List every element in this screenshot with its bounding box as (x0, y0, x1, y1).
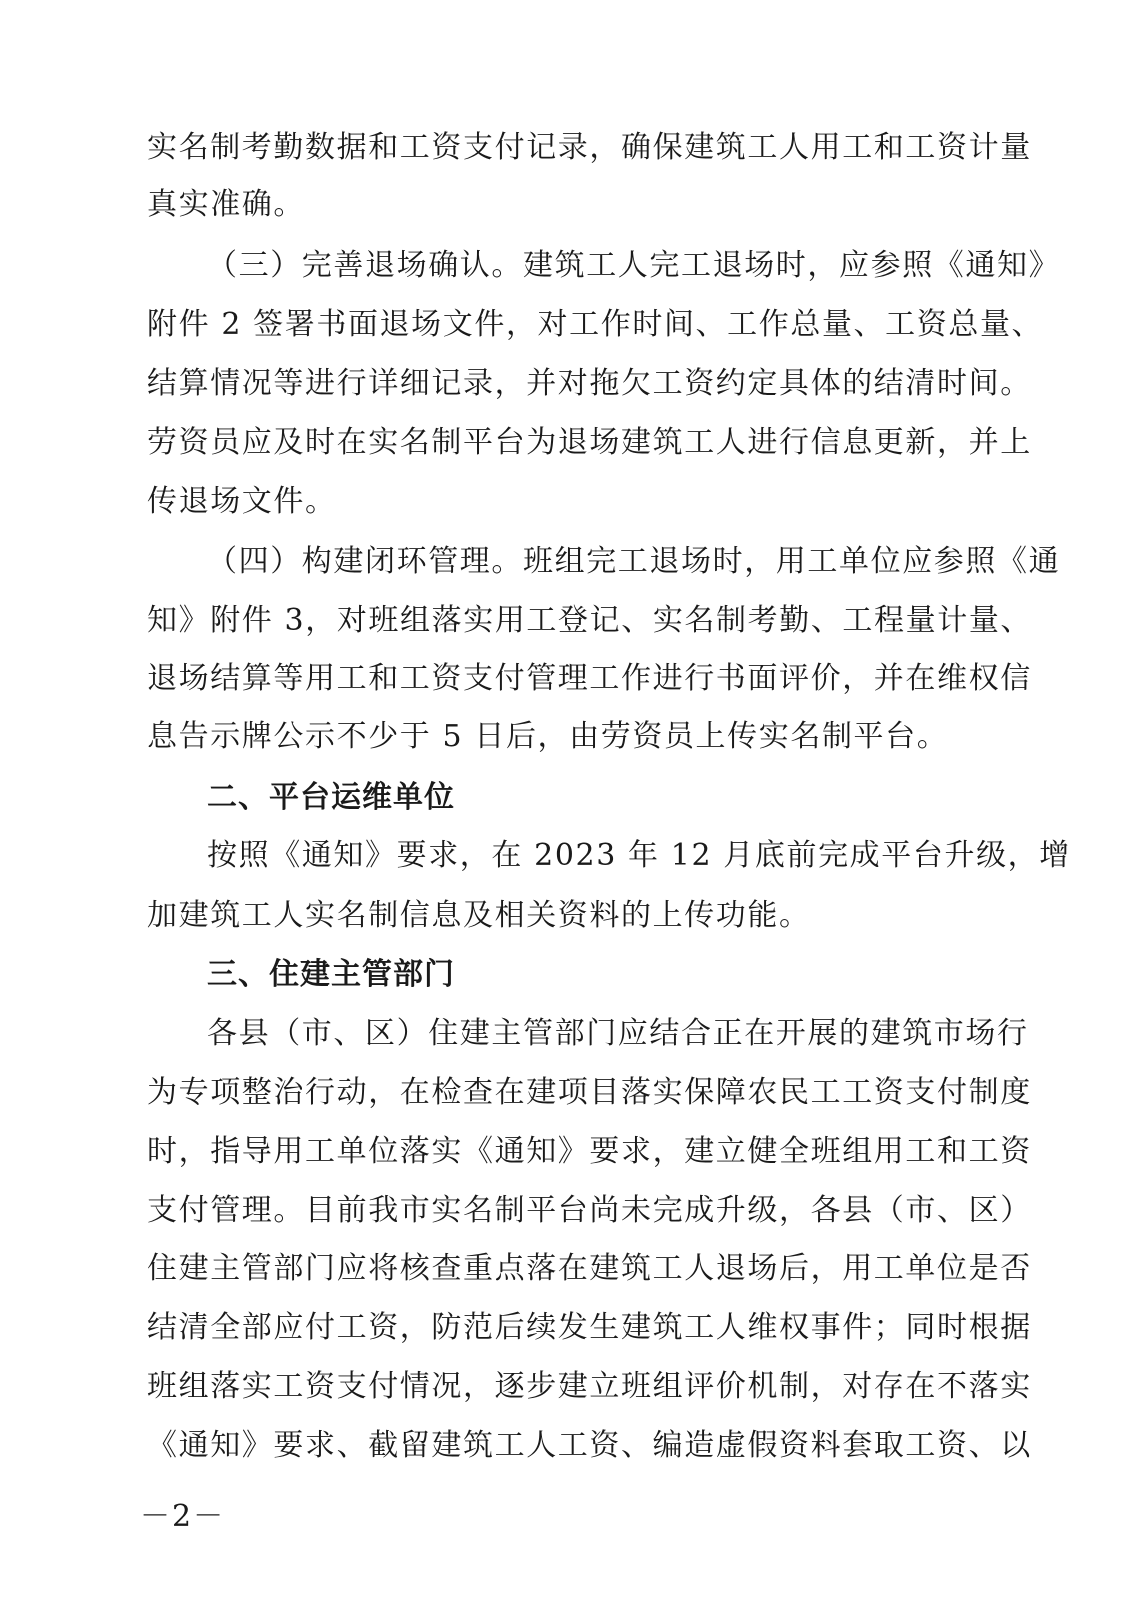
text-line: 《通知》要求、截留建筑工人工资、编造虚假资料套取工资、以 (147, 1428, 1032, 1463)
page-number: －2－ (140, 1499, 226, 1534)
heading-housing-department: 三、住建主管部门 (207, 957, 455, 992)
text-line: 住建主管部门应将核查重点落在建筑工人退场后，用工单位是否 (147, 1251, 1032, 1286)
text-line: 各县（市、区）住建主管部门应结合正在开展的建筑市场行 (207, 1016, 1029, 1051)
text-line: 息告示牌公示不少于 5 日后，由劳资员上传实名制平台。 (147, 719, 949, 754)
text-line: 实名制考勤数据和工资支付记录，确保建筑工人用工和工资计量 (147, 130, 1032, 165)
text-line: 时，指导用工单位落实《通知》要求，建立健全班组用工和工资 (147, 1134, 1032, 1169)
heading-platform-maintenance: 二、平台运维单位 (207, 780, 455, 815)
text-line: 知》附件 3，对班组落实用工登记、实名制考勤、工程量计量、 (147, 603, 1033, 638)
text-line: 按照《通知》要求，在 2023 年 12 月底前完成平台升级，增 (207, 838, 1071, 873)
section-4-paragraph: （四）构建闭环管理。班组完工退场时，用工单位应参照《通 (207, 544, 1061, 579)
text-line: 为专项整治行动，在检查在建项目落实保障农民工工资支付制度 (147, 1075, 1032, 1110)
text-line: 结算情况等进行详细记录，并对拖欠工资约定具体的结清时间。 (147, 366, 1032, 401)
text-line: 真实准确。 (147, 187, 305, 222)
text-line: 传退场文件。 (147, 484, 337, 519)
text-line: 退场结算等用工和工资支付管理工作进行书面评价，并在维权信 (147, 661, 1032, 696)
text-line: 加建筑工人实名制信息及相关资料的上传功能。 (147, 898, 811, 933)
section-3-paragraph: （三）完善退场确认。建筑工人完工退场时，应参照《通知》 (207, 248, 1061, 283)
text-line: 附件 2 签署书面退场文件，对工作时间、工作总量、工资总量、 (147, 307, 1044, 342)
text-line: 结清全部应付工资，防范后续发生建筑工人维权事件；同时根据 (147, 1310, 1032, 1345)
text-line: 班组落实工资支付情况，逐步建立班组评价机制，对存在不落实 (147, 1369, 1032, 1404)
text-line: 支付管理。目前我市实名制平台尚未完成升级，各县（市、区） (147, 1193, 1032, 1228)
text-line: 劳资员应及时在实名制平台为退场建筑工人进行信息更新，并上 (147, 425, 1032, 460)
